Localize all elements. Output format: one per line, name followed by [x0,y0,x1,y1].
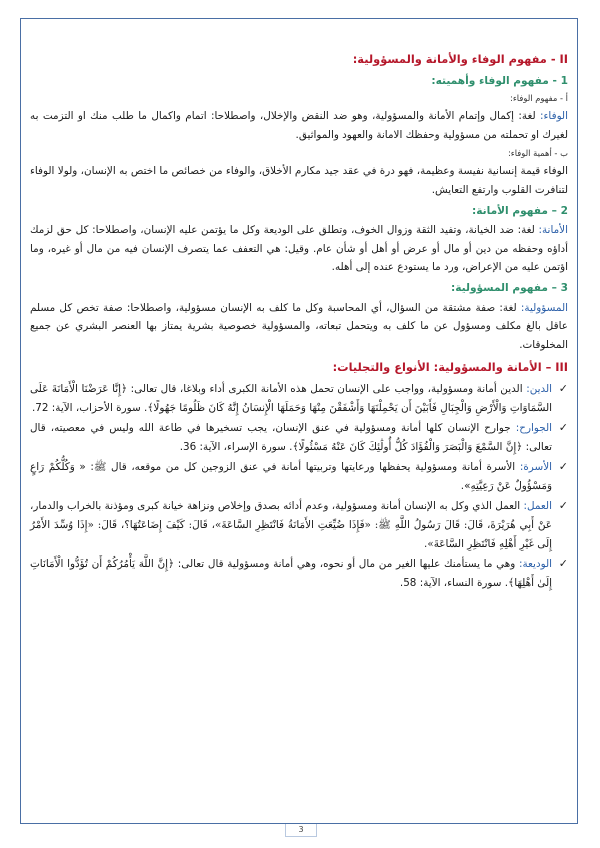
quran-verse: ﴿إِنَّ السَّمْعَ وَالْبَصَرَ وَالْفُؤَادَ كُلُّ أُولَٰئِكَ كَانَ عَنْهُ مَسْئُولًا﴾ [292,440,523,453]
types-list [30,380,568,593]
quran-verse: ﴿إِنَّ اللَّهَ يَأْمُرُكُمْ أَن تُؤَدُّوا الْأَمَانَاتِ إِلَىٰ أَهْلِهَا﴾ [30,558,552,589]
bullet-term: العمل: [523,500,552,513]
paragraph-wafa-definition [30,107,568,144]
term-wafa: الوفاء: [540,110,568,123]
list-item [30,458,568,495]
heading-iii: III – الأمانة والمسؤولية: الأنواع والتجليات: [332,360,568,375]
list-item [30,555,568,592]
bullet-term: الدين: [526,382,552,395]
page-number: 3 [285,824,317,837]
paragraph-wafa-importance: الوفاء قيمة إنسانية نفيسة وعظيمة، فهو درة في عقد جيد مكارم الأخلاق، والوفاء من خصائص ما اختص به الإنسان، ولولا الوفاء لتنافرت القلوب وارتفع التعايش. [30,165,568,196]
bullet-text: العمل الذي وكل به الإنسان أمانة ومسؤولية، وعدم أدائه بصدق وإخلاص ونزاهة خيانة كبرى ومؤذنة بالخراب والدمار، [30,500,524,513]
list-item [30,497,568,553]
bullet-reference: . [424,537,428,550]
checkmark-icon: ✓ [558,381,568,395]
masuliya-definition-text: لغة: صفة مشتقة من السؤال، أي المحاسبة وكل ما كلف به الإنسان مسؤولية، واصطلاحا: صفة تخص كل مسلم عاقل بالغ مكلف ومسؤول عن ما كلف به ويتحمل تبعاته، والمسؤولية خصوصية بشرية يمتاز بها العنصر البشري عن جميع المخلوقات. [30,301,568,351]
checkmark-icon: ✓ [558,499,568,513]
bullet-reference: . سورة النساء، الآية: 58. [399,576,509,589]
bullet-text: جوارح الإنسان كلها أمانة ومسؤولية في عنق الإنسان، يجب تسخيرها في طاعة الله وليس في معصيته، قال تعالى: [30,422,552,453]
heading-amana: 2 – مفهوم الأمانة: [471,204,568,217]
bullet-reference: ». [460,479,471,492]
heading-wafa: 1 - مفهوم الوفاء وأهميته: [431,74,568,87]
checkmark-icon: ✓ [558,421,568,435]
bullet-text: الدين أمانة ومسؤولية، وواجب على الإنسان تحمل هذه الأمانة الكبرى أداء وبلاغا، قال تعالى: [127,382,527,395]
list-item [30,419,568,456]
bullet-reference: . سورة الإسراء، الآية: 36. [179,440,293,453]
bullet-text: وهي ما يستأمنك عليها الغير من مال أو نحوه، وهي أمانة ومسؤولية قال تعالى: [174,558,519,571]
heading-masuliya: 3 – مفهوم المسؤولية: [450,281,568,294]
document-body [30,50,568,594]
hadith-quote: وَكُلُّكُمْ رَاعٍ وَمَسْؤُولٌ عَنْ رَعِيَّتِهِ [30,461,552,492]
checkmark-icon: ✓ [558,557,568,571]
hadith-quote: عَنْ أَبِي هُرَيْرَةَ، قَالَ: قَالَ رَسُولُ اللَّهِ ﷺ: «فَإِذَا ضُيِّعَتِ الأَمَانَةُ فَانْتَظِرِ السَّاعَةَ»، قَالَ: كَيْفَ إِضَاعَتُهَا؟، قَالَ: «إِذَا وُسِّدَ الأَمْرُ إِلَى غَيْرِ أَهْلِهِ فَانْتَظِرِ السَّاعَةَ» [30,519,552,550]
term-amana: الأمانة: [538,224,568,237]
bullet-text: الأسرة أمانة ومسؤولية يحفظها ورعايتها وتربيتها أمانة في عنق الزوجين كل من موقعه، قال ﷺ: « [74,461,520,474]
term-masuliya: المسؤولية: [520,301,568,314]
subheading-wafa-concept: أ - مفهوم الوفاء: [510,93,568,104]
list-item [30,380,568,417]
quran-verse: ﴿إِنَّا عَرَضْنَا الْأَمَانَةَ عَلَى السَّمَاوَاتِ وَالْأَرْضِ وَالْجِبَالِ فَأَبَيْنَ أَن يَحْمِلْنَهَا وَأَشْفَقْنَ مِنْهَا وَحَمَلَهَا الْإِنسَانُ إِنَّهُ كَانَ ظَلُومًا جَهُولًا﴾ [30,382,552,414]
subheading-wafa-importance: ب - أهمية الوفاء: [507,148,568,159]
paragraph-amana-definition [30,221,568,277]
bullet-term: الجوارح: [515,422,552,435]
bullet-reference: . سورة الأحزاب، الآية: 72. [31,401,148,414]
bullet-term: الأسرة: [519,461,553,474]
bullet-term: الوديعة: [518,558,552,571]
heading-ii: II - مفهوم الوفاء والأمانة والمسؤولية: [352,52,568,66]
paragraph-masuliya-definition [30,299,568,355]
checkmark-icon: ✓ [558,460,568,474]
amana-definition-text: لغة: ضد الخيانة، وتفيد الثقة وزوال الخوف، وتطلق على الوديعة وكل ما يؤتمن عليه الإنسان، واصطلاحا: كل حق لزمك أداؤه وحفظه من دين أو مال أو عرض أو أهل أو شأن عام. وقيل: هي التعفف عما يتصرف الإنسان فيه من مال أو غيره، وما اؤتمن عليه من الإعراض، ورد ما يستودع عنده إلى أهله. [30,224,568,274]
wafa-definition-text: لغة: إكمال وإتمام الأمانة والمسؤولية، وهو ضد النقض والإخلال، واصطلاحا: اتمام واكمال ما طلب منك او التزمت به لغيرك او تحملته من مسؤولية وحفظك الامانة والعهود والمواثيق. [30,110,568,141]
